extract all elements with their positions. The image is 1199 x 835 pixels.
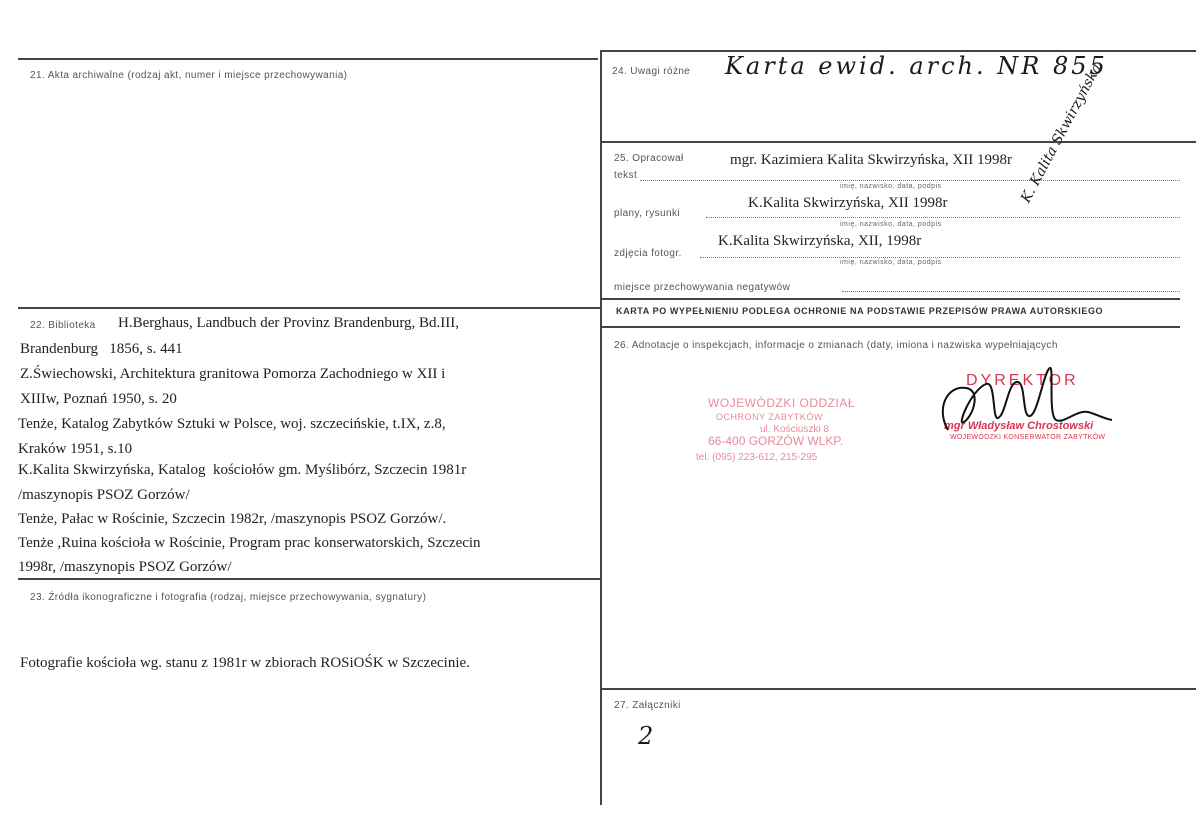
plany-hint: imię, nazwisko, data, podpis [840,221,942,228]
stamp-line-4: 66-400 GORZÓW WLKP. [708,434,844,448]
section-23-label: 23. Źródła ikonograficzne i fotografia (rodzaj, miejsce przechowywania, sygnatury) [30,592,427,603]
bibliography-line-5: Tenże, Katalog Zabytków Sztuki w Polsce, woj. szczecińskie, t.IX, z.8, [18,416,446,432]
plany-value: K.Kalita Skwirzyńska, XII 1998r [748,195,948,211]
section-22-label: 22. Biblioteka [30,320,96,331]
stamp-line-2: OCHRONY ZABYTKÓW [716,412,823,422]
bibliography-line-11: 1998r, /maszynopis PSOZ Gorzów/ [18,559,232,575]
bibliography-line-2: Brandenburg 1856, s. 441 [20,341,183,357]
rule-26-27 [602,688,1196,690]
director-title: DYREKTOR [966,372,1079,389]
card-number-handwritten: Karta ewid. arch. NR 855 [725,52,1108,80]
tekst-label: tekst [614,170,638,181]
zdjecia-hint: imię, nazwisko, data, podpis [840,259,942,266]
section-24-label: 24. Uwagi różne [612,66,691,77]
stamp-line-1: WOJEWÓDZKI ODDZIAŁ [708,396,855,410]
zdjecia-label: zdjęcia fotogr. [614,248,682,259]
bibliography-line-3: Z.Świechowski, Architektura granitowa Pomorza Zachodniego w XII i [20,366,446,382]
copyright-note: KARTA PO WYPEŁNIENIU PODLEGA OCHRONIE NA PODSTAWIE PRZEPISÓW PRAWA AUTORSKIEGO [616,306,1104,316]
negatywy-label: miejsce przechowywania negatywów [614,282,791,293]
bibliography-line-8: /maszynopis PSOZ Gorzów/ [18,487,190,503]
plany-label: plany, rysunki [614,208,680,219]
tekst-value: mgr. Kazimiera Kalita Skwirzyńska, XII 1998r [730,152,1013,168]
section-27-label: 27. Załączniki [614,700,681,711]
bibliography-line-4: XIIIw, Poznań 1950, s. 20 [20,391,177,407]
director-signature [926,360,1126,450]
section-25-label: 25. Opracował [614,153,684,164]
director-role: WOJEWÓDZKI KONSERWATOR ZABYTKÓW [950,434,1106,441]
bibliography-line-10: Tenże ,Ruina kościoła w Rościnie, Program prac konserwatorskich, Szczecin [18,535,481,551]
tekst-hint: imię, nazwisko, data, podpis [840,183,942,190]
stamp-line-3: ul. Kościuszki 8 [760,424,829,435]
bibliography-line-6: Kraków 1951, s.10 [18,441,133,457]
center-divider [600,50,602,805]
rule-24-25 [602,141,1196,143]
tekst-line [640,180,1180,181]
bibliography-line-1: H.Berghaus, Landbuch der Provinz Brandenburg, Bd.III, [118,315,460,331]
director-name: mgr Władysław Chrostowski [944,420,1094,432]
rule-25-note [602,298,1180,300]
rule-22-23 [18,578,600,580]
bibliography-line-9: Tenże, Pałac w Rościnie, Szczecin 1982r, /maszynopis PSOZ Gorzów/. [18,511,447,527]
zdjecia-line [700,257,1180,258]
photographs-text: Fotografie kościoła wg. stanu z 1981r w zbiorach ROSiOŚK w Szczecinie. [20,655,470,671]
section-21-label: 21. Akta archiwalne (rodzaj akt, numer i miejsce przechowywania) [30,70,348,81]
rule-note-26 [602,326,1180,328]
top-rule-left [18,58,598,60]
stamp-line-5: tel. (095) 223-612, 215-295 [696,452,818,463]
bibliography-line-7: K.Kalita Skwirzyńska, Katalog kościołów gm. Myślibórz, Szczecin 1981r [18,462,467,478]
attachments-count: 2 [638,722,654,750]
negatywy-line [842,291,1180,292]
rule-21-22 [18,307,600,309]
zdjecia-value: K.Kalita Skwirzyńska, XII, 1998r [718,233,922,249]
section-26-label: 26. Adnotacje o inspekcjach, informacje o zmianach (daty, imiona i nazwiska wypełniających [614,340,1058,351]
plany-line [706,217,1180,218]
signature-author: K. Kalita Skwirzyńska [1018,61,1105,206]
